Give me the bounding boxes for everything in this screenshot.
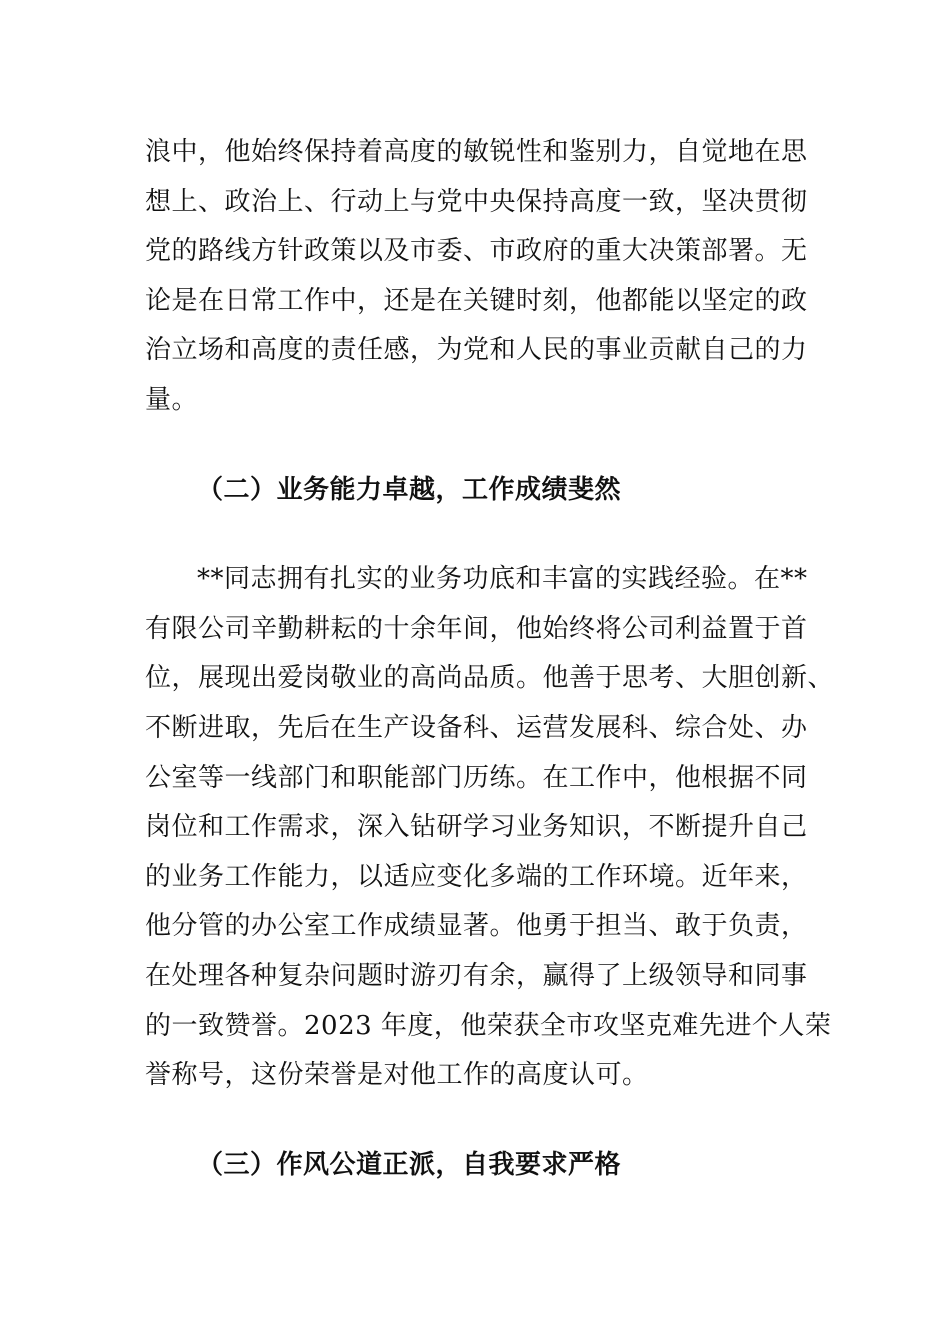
- document-body: [145, 128, 835, 1190]
- paragraph-business-ability: [145, 555, 835, 1101]
- text-line: 有限公司辛勤耕耘的十余年间，他始终将公司利益置于首: [145, 613, 808, 644]
- text-line: 不断进取，先后在生产设备科、运营发展科、综合处、办: [145, 712, 808, 743]
- paragraph-spacing: [145, 1101, 805, 1141]
- text-line: 论是在日常工作中，还是在关键时刻，他都能以坚定的政: [145, 285, 808, 316]
- paragraph-political-stance: [145, 128, 808, 426]
- text-line: 的业务工作能力，以适应变化多端的工作环境。近年来，: [145, 861, 808, 892]
- text-line: 量。: [145, 384, 199, 415]
- text-line: 浪中，他始终保持着高度的敏锐性和鉴别力，自觉地在思: [145, 137, 808, 167]
- text-line: 誉称号，这份荣誉是对他工作的高度认可。: [145, 1060, 649, 1091]
- text-line: 党的路线方针政策以及市委、市政府的重大决策部署。无: [145, 236, 808, 267]
- section-heading-2: （二）业务能力卓越，工作成绩斐然: [197, 474, 622, 505]
- text-line: 治立场和高度的责任感，为党和人民的事业贡献自己的力: [145, 335, 808, 366]
- text-line: 公室等一线部门和职能部门历练。在工作中，他根据不同: [145, 762, 808, 793]
- paragraph-spacing: [145, 515, 805, 555]
- text-line: **同志拥有扎实的业务功底和丰富的实践经验。在**: [197, 564, 808, 595]
- text-line: 的一致赞誉。2023 年度，他荣获全市攻坚克难先进个人荣: [145, 1010, 832, 1041]
- text-line: 位，展现出爱岗敬业的高尚品质。他善于思考、大胆创新、: [145, 663, 835, 694]
- text-line: 他分管的办公室工作成绩显著。他勇于担当、敢于负责，: [145, 911, 808, 942]
- paragraph-spacing: [145, 426, 805, 466]
- text-line: 岗位和工作需求，深入钻研学习业务知识，不断提升自己: [145, 812, 808, 843]
- text-line: 在处理各种复杂问题时游刃有余，赢得了上级领导和同事: [145, 960, 808, 991]
- text-line: 想上、政治上、行动上与党中央保持高度一致，坚决贯彻: [145, 186, 808, 217]
- section-heading-3: （三）作风公道正派，自我要求严格: [197, 1149, 622, 1180]
